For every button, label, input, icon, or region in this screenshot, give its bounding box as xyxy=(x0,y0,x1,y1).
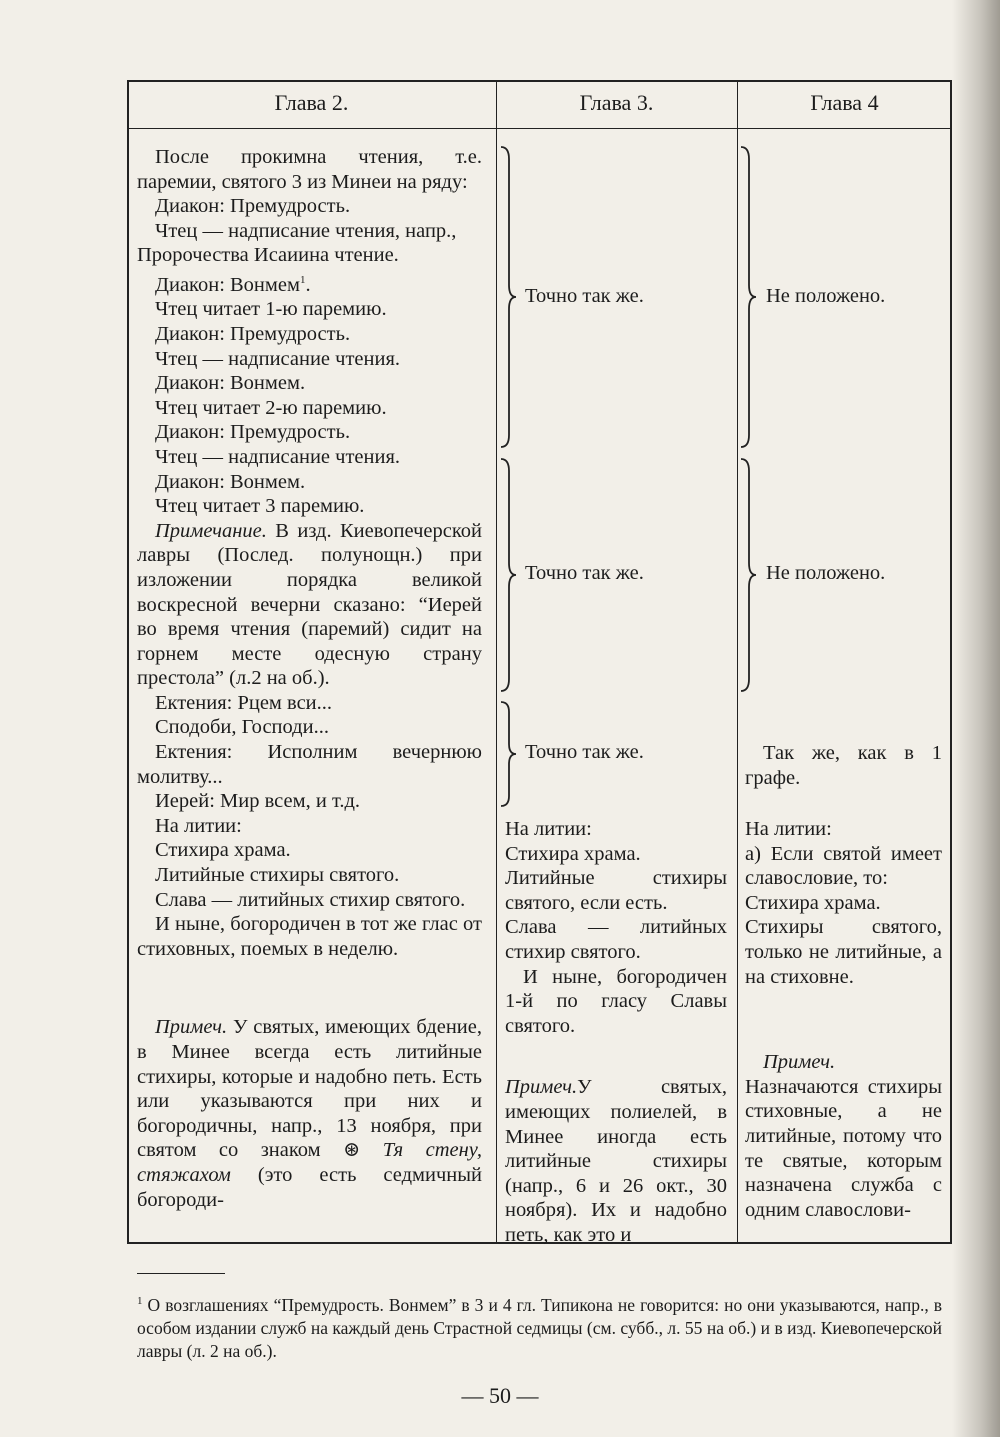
paremii-line: Диакон: Премудрость. xyxy=(155,322,351,345)
note-2 xyxy=(137,1015,482,1212)
spacer xyxy=(505,1038,727,1075)
litiya-line: Стихира храма. xyxy=(155,839,291,862)
litiya-line: На литии: xyxy=(745,818,832,840)
footnote-mark: 1 xyxy=(299,273,306,286)
paremii-line: Диакон: Вонмем. xyxy=(155,470,306,493)
litiya-line: Слава — литийных стихир святого. xyxy=(155,888,466,911)
page-number: — 50 — xyxy=(461,1383,539,1408)
ekteniya-line: Сподоби, Господи... xyxy=(155,716,329,739)
brace-label: Не положено. xyxy=(766,285,886,307)
paremii-line: После прокимна чтения, т.е. паремии, святого 3 из Минеи на ряду: xyxy=(137,146,482,193)
brace-col3-2 xyxy=(738,457,758,693)
ekteniya-line: Ектения: Рцем вси... xyxy=(155,691,333,714)
note-tail: (это есть седмичный богороди- xyxy=(137,1163,482,1211)
litiya-line: И ныне, богородичен 1-й по гласу Славы святого. xyxy=(505,965,727,1037)
litiya-line: Литийные стихиры святого, если есть. xyxy=(505,867,727,914)
paremii-line: Чтец читает 1-ю паремию. xyxy=(155,298,387,321)
ekteniya-line: Иерей: Мир всем, и т.д. xyxy=(155,790,361,813)
brace-col2-2 xyxy=(498,457,518,693)
litiya-line: Слава — литийных стихир святого. xyxy=(505,916,727,963)
paremii-line: Диакон: Премудрость. xyxy=(155,421,351,444)
footnote-rule xyxy=(137,1273,225,1274)
paremii-line: Чтец — надписание чтения. xyxy=(155,347,401,370)
note-col2 xyxy=(505,1075,727,1247)
column-chapter-2 xyxy=(137,145,482,1212)
brace-label: Точно так же. xyxy=(525,285,644,307)
brace-col3-1 xyxy=(738,145,758,450)
paremii-line: Чтец — надписание чтения. xyxy=(155,445,401,468)
note-label: Примеч. xyxy=(763,1051,836,1074)
paremii-line: Чтец читает 2-ю паремию. xyxy=(155,396,387,419)
same-as-column-1 xyxy=(745,741,942,790)
spacer xyxy=(745,989,942,1050)
note-italic: Тя стену, стяжахом xyxy=(137,1139,482,1186)
footnote-text: О возглашениях “Премудрость. Вонмем” в 3 и 4 гл. Типикона не говорится: но они указываются, напр., в особом издании служб на каждый день Страстной седмицы (см. субб., л. 55 на об.) и в изд. Киевопечерской лавры (л. 2 на об.). xyxy=(137,1294,942,1361)
litiya-line: Стихиры святого, только не литийные, а на стиховне. xyxy=(745,916,942,988)
note-col3 xyxy=(745,1050,942,1222)
paremii-line: Диакон: Вонмем. xyxy=(155,372,306,395)
brace-col2-1 xyxy=(498,145,518,450)
paremii-line: Чтец — надписание чтения, напр., Пророчества Исаиина чтение. xyxy=(137,219,457,267)
note-label: Примеч. xyxy=(505,1076,578,1099)
column-chapter-3-litiya xyxy=(505,817,727,1248)
brace-label: Точно так же. xyxy=(525,562,644,584)
header-chapter-4: Глава 4 xyxy=(810,90,879,115)
brace-col2-3 xyxy=(498,700,518,810)
litiya-line: а) Если святой имеет славословие, то: xyxy=(745,842,942,890)
note-1 xyxy=(137,519,482,691)
header-chapter-2: Глава 2. xyxy=(274,90,349,115)
litiya-line: Стихира храма. xyxy=(505,842,641,865)
spacer xyxy=(137,961,482,1015)
litiya-line: Литийные стихиры святого. xyxy=(155,864,400,887)
paremii-line-text: Диакон: Вонмем xyxy=(155,273,300,296)
litiya-line: На литии: xyxy=(155,814,242,837)
note-text: У святых, имеющих полиелей, в Минее иногда есть литийные стихиры (напр., 6 и 26 окт., 30 ноября). Их и надобно петь, как это и xyxy=(505,1076,727,1246)
paremii-line: Диакон: Вонмем$^1$. xyxy=(155,273,311,296)
same-as-text: Так же, как в 1 графе. xyxy=(745,742,942,789)
note-text: Назначаются стихиры стиховные, а не литийные, потому что те святые, которым назначена служба с одним славослови- xyxy=(745,1075,942,1221)
column-divider-1 xyxy=(496,80,497,1244)
litiya-line: Стихира храма. xyxy=(745,891,881,914)
column-chapter-4-litiya xyxy=(745,817,942,1222)
litiya-line: И ныне, богородичен в тот же глас от стиховных, поемых в неделю. xyxy=(137,913,482,960)
note-text: В изд. Киевопечерской лавры (Послед. полунощн.) при изложении порядка великой воскресной вечерни сказано: “Иерей во время чтения (паремий) сидит на горнем месте одесную страну престола” (л.2 на об.). xyxy=(137,519,482,690)
paremii-line: Диакон: Премудрость. xyxy=(155,195,351,218)
note-text: У святых, имеющих бдение, в Минее всегда есть литийные стихиры, которые и надобно петь. Есть или указываются при них и богородичны, напр., 13 ноября, при святом со знаком xyxy=(137,1016,482,1162)
header-chapter-3: Глава 3. xyxy=(579,90,654,115)
star-symbol-icon: ⊛ xyxy=(343,1139,361,1162)
footnote-number: 1 xyxy=(137,1295,143,1307)
ekteniya-line: Ектения: Исполним вечернюю молитву... xyxy=(137,741,482,788)
note-label: Примеч. xyxy=(155,1016,228,1039)
note-label: Примечание. xyxy=(155,519,267,542)
brace-label: Точно так же. xyxy=(525,741,644,763)
paremii-line: Чтец читает 3 паремию. xyxy=(155,495,365,518)
page-edge-shadow xyxy=(952,0,1000,1437)
brace-label: Не положено. xyxy=(766,562,886,584)
footnote xyxy=(137,1290,942,1363)
header-divider xyxy=(127,128,952,129)
litiya-line: На литии: xyxy=(505,818,592,840)
